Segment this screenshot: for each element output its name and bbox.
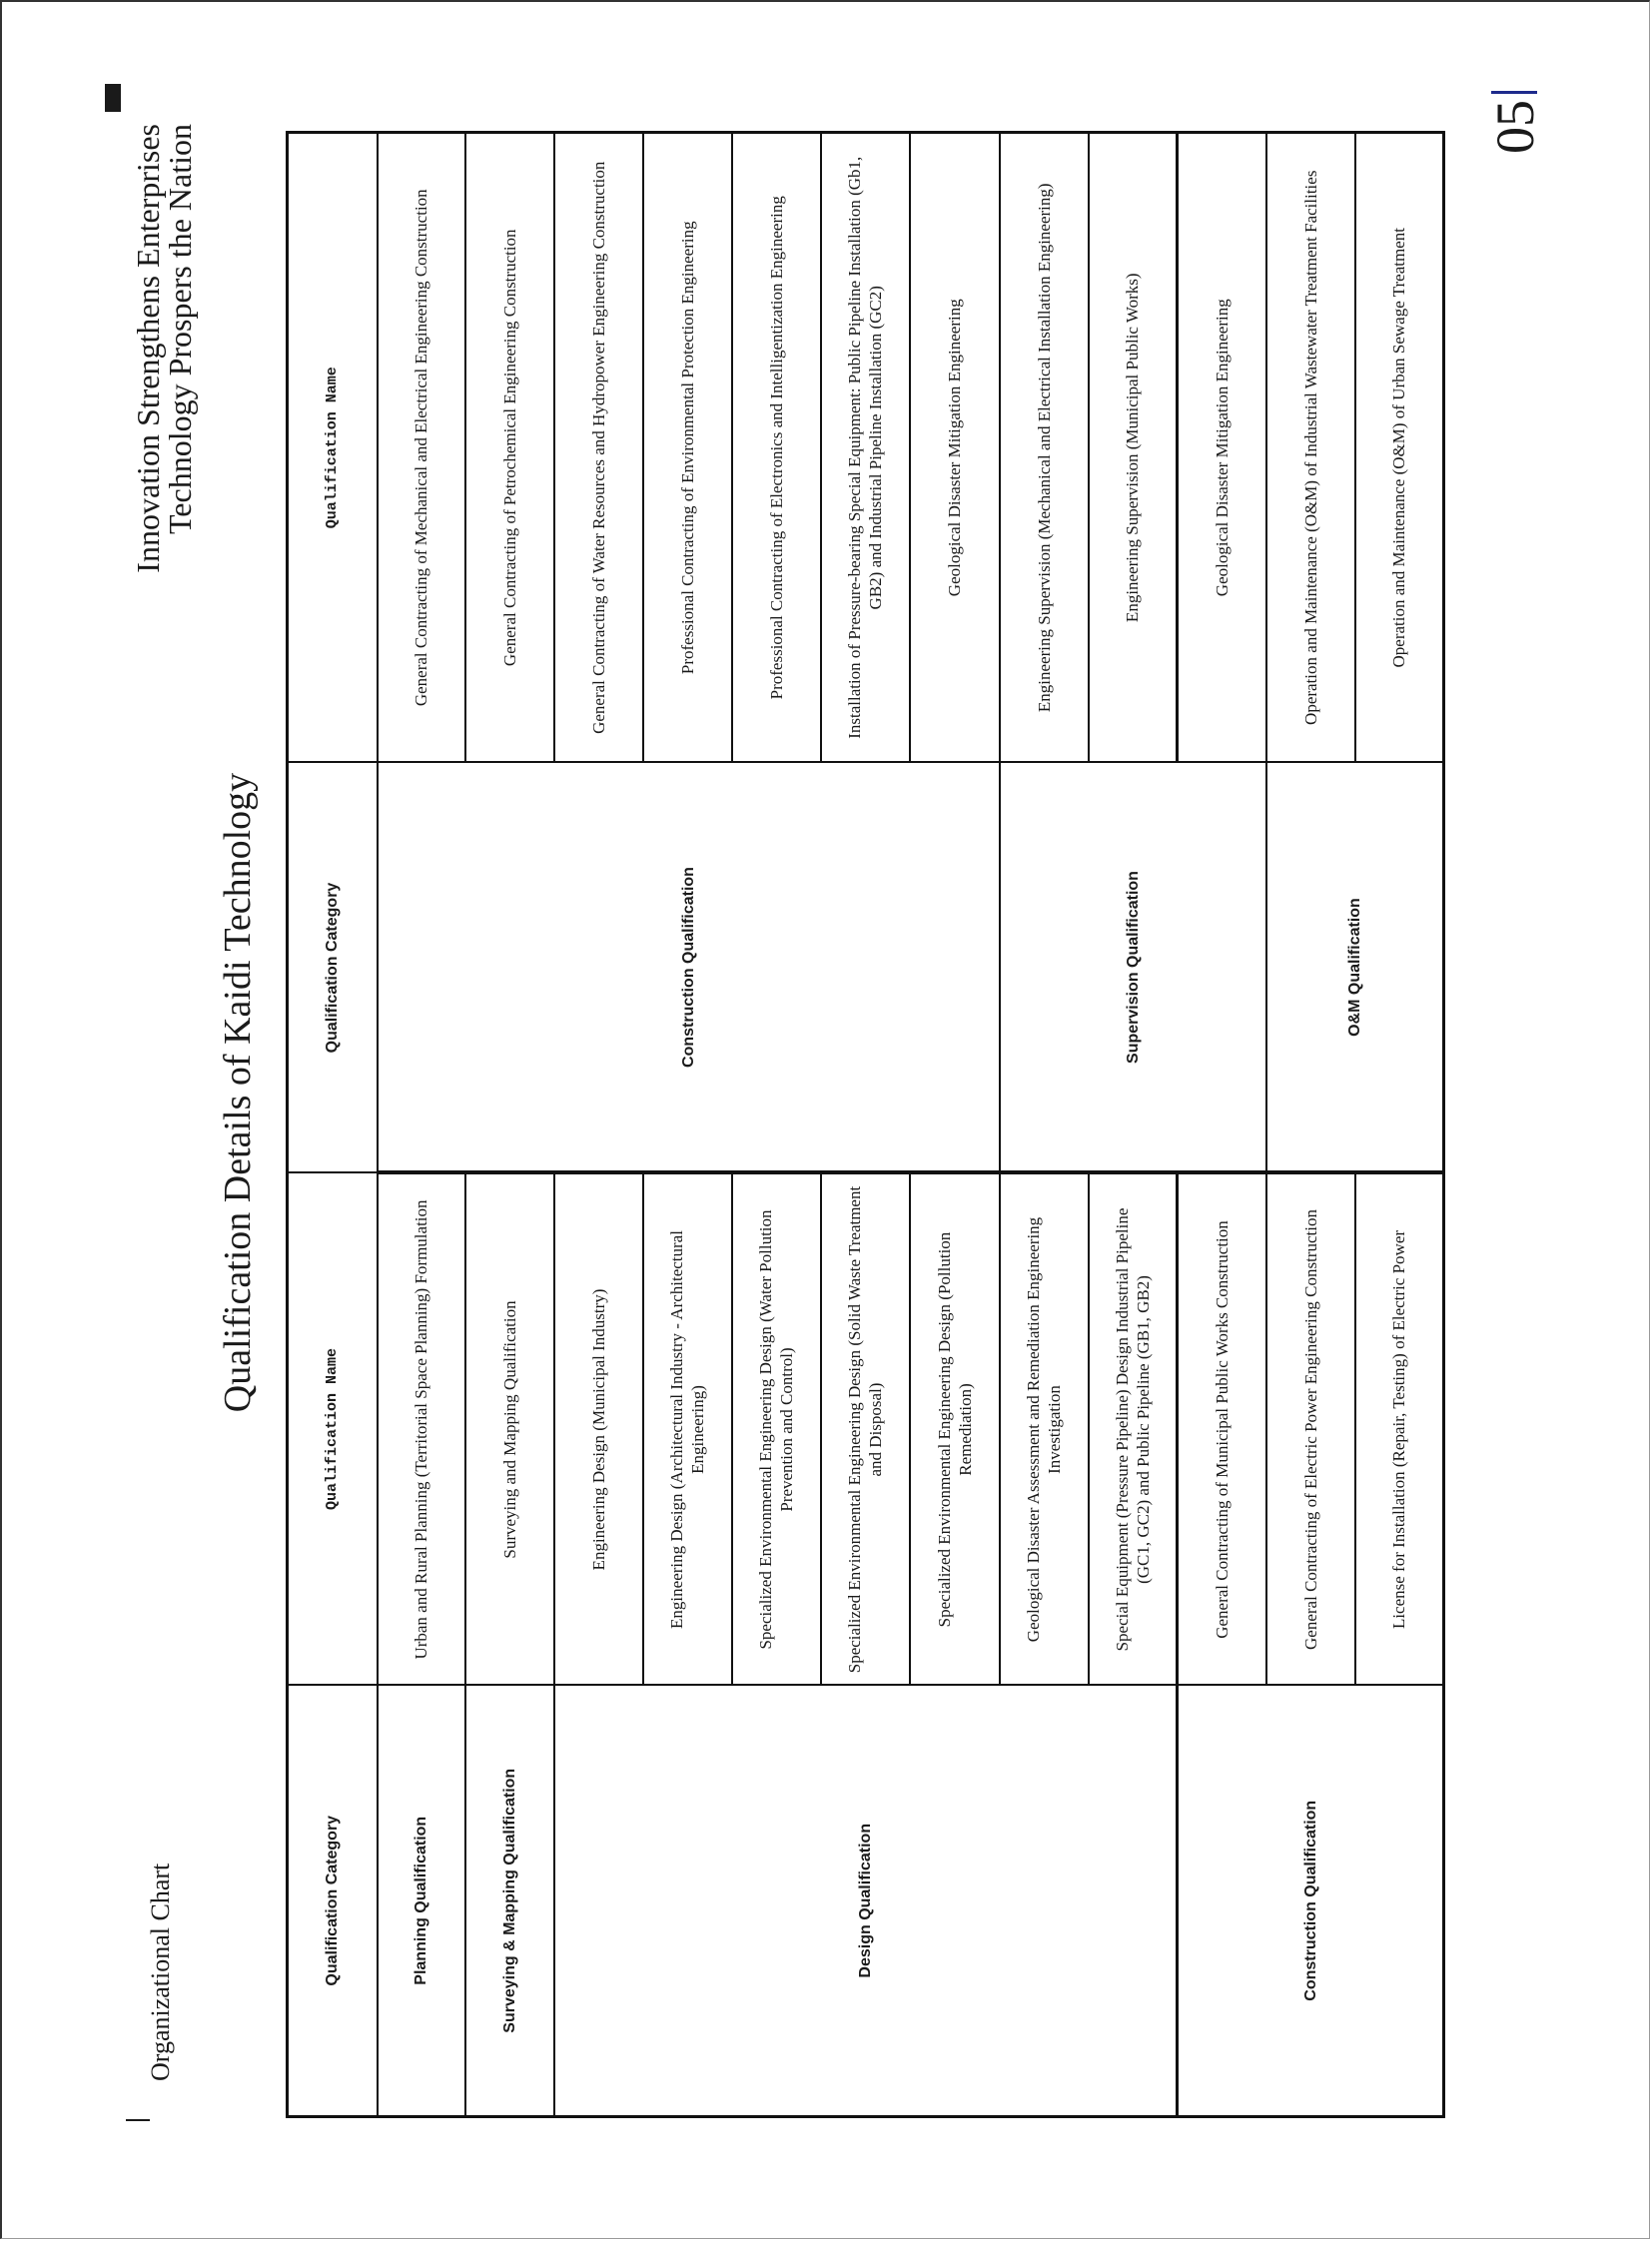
category-cell: Supervision Qualification [1000,763,1266,1173]
qualification-name-cell: General Contracting of Water Resources and Hydropower Engineering Construction [554,133,643,763]
qualification-table [286,131,1445,2118]
category-cell: Construction Qualification [378,763,1000,1173]
qualification-name-cell: Special Equipment (Pressure Pipeline) Design Industrial Pipeline (GC1, GC2) and Public Pipeline (GB1, GB2) [1089,1173,1178,1686]
qualification-name-cell: General Contracting of Electric Power Engineering Construction [1266,1173,1355,1686]
section-rule [126,2119,150,2121]
slogan-line-1: Innovation Strengthens Enterprises [130,124,166,573]
qualification-name-cell: Professional Contracting of Electronics and Intelligentization Engineering [732,133,821,763]
table-header-row [288,133,378,2117]
slogan [132,124,196,743]
qualification-name-cell: Engineering Design (Architectural Industry - Architectural Engineering) [643,1173,732,1686]
qualification-name-cell: Surveying and Mapping Qualification [465,1173,554,1686]
qualification-name-cell: License for Installation (Repair, Testing) of Electric Power [1355,1173,1444,1686]
qualification-name-cell: General Contracting of Petrochemical Engineering Construction [465,133,554,763]
qualification-name-cell: Urban and Rural Planning (Territorial Space Planning) Formulation [378,1173,465,1686]
qualification-name-cell: General Contracting of Mechanical and Electrical Engineering Construction [378,133,465,763]
category-cell: Planning Qualification [378,1686,465,2117]
qualification-name-cell: Specialized Environmental Engineering Design (Pollution Remediation) [910,1173,1000,1686]
qualification-name-cell: Geological Disaster Mitigation Engineering [1178,133,1266,763]
qualification-name-cell: Specialized Environmental Engineering Design (Water Pollution Prevention and Control) [732,1173,821,1686]
table-row [378,133,465,2117]
page-title: Qualification Details of Kaidi Technology [217,772,259,1413]
qualification-name-cell: Geological Disaster Mitigation Engineering [910,133,1000,763]
qualification-name-cell: General Contracting of Municipal Public Works Construction [1178,1173,1266,1686]
qualification-name-cell: Engineering Supervision (Mechanical and Electrical Installation Engineering) [1000,133,1089,763]
qualification-name-cell: Operation and Maintenance (O&M) of Industrial Wastewater Treatment Facilities [1266,133,1355,763]
category-cell: Surveying & Mapping Qualification [465,1686,554,2117]
section-label: Organizational Chart [146,1863,175,2081]
slogan-line-2: Technology Prospers the Nation [162,124,198,535]
header-category-right: Qualification Category [288,763,378,1173]
header-category-left: Qualification Category [288,1686,378,2117]
qualification-name-cell: Installation of Pressure-bearing Special Equipment: Public Pipeline Installation (Gb1, GB2) and Industrial Pipeline Installation (GC2) [821,133,910,763]
page-number [1485,91,1545,154]
qualification-name-cell: Operation and Maintenance (O&M) of Urban Sewage Treatment [1355,133,1444,763]
qualification-name-cell: Geological Disaster Assessment and Remediation Engineering Investigation [1000,1173,1089,1686]
header-bar-mark [105,84,121,112]
qualification-name-cell: Professional Contracting of Environmental Protection Engineering [643,133,732,763]
qualification-name-cell: Engineering Supervision (Municipal Public Works) [1089,133,1178,763]
header-name-left: Qualification Name [288,1173,378,1686]
category-cell: O&M Qualification [1266,763,1444,1173]
header-name-right: Qualification Name [288,133,378,763]
page-number-accent [1491,91,1537,94]
category-cell: Design Qualification [554,1686,1178,2117]
qualification-name-cell: Specialized Environmental Engineering Design (Solid Waste Treatment and Disposal) [821,1173,910,1686]
page-number-text: 05 [1485,100,1545,154]
category-cell: Construction Qualification [1178,1686,1444,2117]
qualification-name-cell: Engineering Design (Municipal Industry) [554,1173,643,1686]
